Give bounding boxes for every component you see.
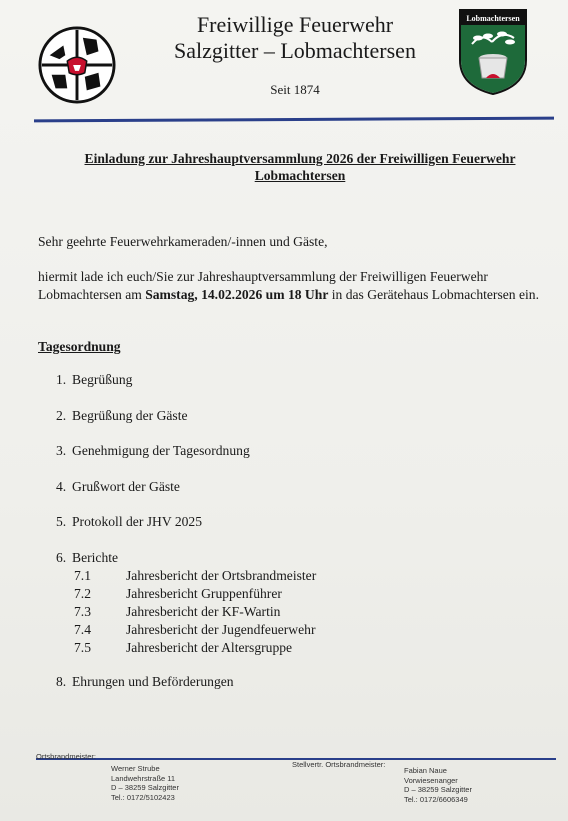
footer-right-name: Fabian Naue [404, 766, 447, 775]
agenda-item-number: 8. [56, 674, 67, 689]
agenda-item-label: Grußwort der Gäste [72, 478, 180, 494]
header-divider [34, 117, 554, 123]
sub-item-label: Jahresbericht der Jugendfeuerwehr [126, 622, 316, 637]
meeting-date: Samstag, 14.02.2026 um 18 Uhr [145, 286, 329, 302]
sub-agenda-item [74, 640, 516, 658]
agenda-item-label: Ehrungen und Beförderungen [72, 674, 234, 689]
report-sublist [56, 568, 516, 658]
footer-left-contact [111, 764, 179, 802]
sub-agenda-item [74, 604, 516, 622]
agenda-item-number: 5. [56, 514, 67, 529]
footer-left-city: D – 38259 Salzgitter [111, 783, 179, 792]
crest-label: Lobmachtersen [466, 14, 520, 23]
sub-agenda-item [74, 586, 516, 604]
agenda-item-number: 3. [56, 443, 67, 458]
document-title: Einladung zur Jahreshauptversammlung 2026 der Freiwilligen Feuerwehr Lobmachtersen [84, 151, 516, 183]
agenda-item [56, 514, 516, 550]
footer-left-role: Ortsbrandmeister: [36, 752, 97, 761]
org-name-line2: Salzgitter – Lobmachtersen [174, 38, 416, 63]
sub-item-number: 7.2 [74, 586, 91, 601]
founded-year: Seit 1874 [270, 82, 320, 97]
sub-item-label: Jahresbericht der Ortsbrandmeister [126, 568, 317, 583]
invitation-paragraph [38, 268, 558, 303]
agenda-item [56, 443, 516, 479]
agenda-item-number: 1. [56, 372, 67, 387]
agenda-item [56, 479, 516, 515]
agenda-item [56, 674, 516, 710]
agenda-heading: Tagesordnung [38, 339, 121, 354]
footer-right-city: D – 38259 Salzgitter [404, 785, 472, 794]
agenda-list [56, 372, 516, 710]
agenda-item-label: Protokoll der JHV 2025 [72, 514, 203, 529]
footer-right-contact [404, 766, 472, 804]
footer-right-phone: Tel.: 0172/6606349 [404, 794, 468, 804]
sub-agenda-item [74, 622, 516, 640]
sub-item-label: Jahresbericht der Altersgruppe [126, 640, 293, 655]
agenda-item [56, 372, 516, 408]
agenda-item-label: Berichte [72, 549, 119, 565]
invitation-text-end: in das Gerätehaus Lobmachtersen ein. [328, 286, 539, 302]
sub-item-number: 7.3 [74, 604, 91, 619]
footer-left-street: Landwehrstraße 11 [111, 773, 176, 783]
sub-item-number: 7.1 [74, 568, 91, 583]
footer-right-street: Vorwiesenanger [404, 775, 458, 785]
lobmachtersen-crest-icon [458, 8, 528, 96]
footer-right-role: Stellvertr. Ortsbrandmeister: [292, 760, 386, 769]
fire-department-emblem-icon [38, 25, 116, 105]
agenda-item [56, 408, 516, 444]
header-title [150, 12, 440, 64]
footer-left-phone: Tel.: 0172/5102423 [111, 792, 175, 802]
agenda-item-number: 4. [56, 478, 67, 494]
org-name-line1: Freiwillige Feuerwehr [196, 12, 394, 37]
invitation-text-start: hiermit lade ich euch/Sie zur Jahreshauptversammlung der Freiwilligen Feuerwehr Lobmachtersen am [38, 269, 488, 302]
agenda-item-number: 6. [56, 549, 67, 565]
sub-item-label: Jahresbericht Gruppenführer [126, 586, 282, 601]
agenda-item-label: Begrüßung [72, 372, 133, 387]
sub-item-number: 7.5 [74, 640, 91, 655]
agenda-item-label: Begrüßung der Gäste [72, 407, 188, 423]
greeting: Sehr geehrte Feuerwehrkameraden/-innen und Gäste, [38, 234, 328, 249]
footer-left-name: Werner Strube [111, 764, 160, 773]
agenda-item-number: 2. [56, 407, 67, 423]
sub-item-number: 7.4 [74, 622, 91, 637]
agenda-item-label: Genehmigung der Tagesordnung [72, 443, 250, 458]
sub-agenda-item [74, 568, 516, 586]
sub-item-label: Jahresbericht der KF-Wartin [126, 604, 281, 619]
